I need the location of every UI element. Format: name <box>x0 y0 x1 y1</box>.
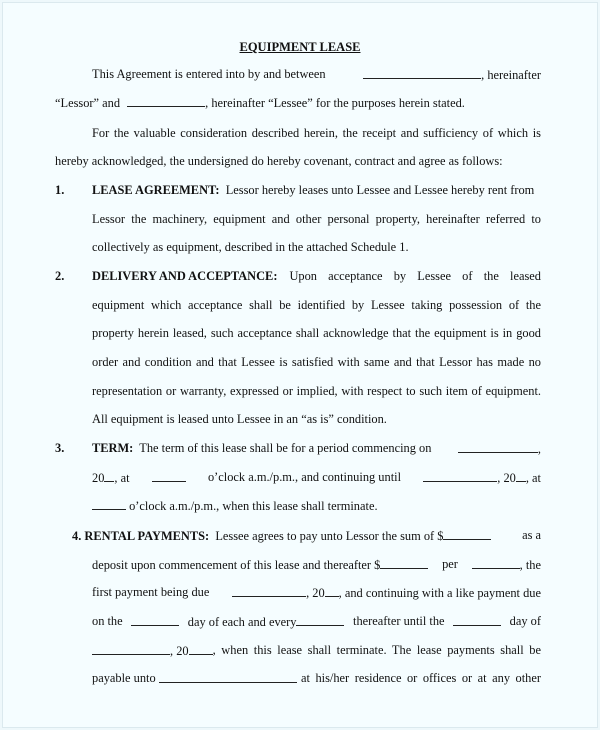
end-year-payment-blank[interactable] <box>189 643 213 655</box>
section-1-line-2: Lessor the machinery, equipment and other personal property, hereinafter referred to <box>92 212 541 226</box>
section-text: day of each and every <box>187 615 297 629</box>
section-text: , and continuing with a like payment due <box>338 586 541 600</box>
section-4-number: 4. <box>72 529 82 543</box>
section-text: , 20 <box>306 586 325 600</box>
first-payment-year-blank[interactable] <box>325 585 339 597</box>
payment-period-blank[interactable] <box>472 557 520 569</box>
section-2-number: 2. <box>55 269 65 283</box>
end-month-blank[interactable] <box>92 643 170 655</box>
start-date-blank[interactable] <box>458 441 538 453</box>
section-2-heading: DELIVERY AND ACCEPTANCE: <box>92 269 278 283</box>
lessee-name-blank[interactable] <box>127 95 205 107</box>
section-text: Lessor hereby leases unto Lessee and Lessee hereby rent from <box>225 183 535 197</box>
section-text: at his/her residence or offices or at any other <box>301 671 541 685</box>
section-text: per <box>442 557 458 571</box>
section-text: , at <box>114 471 130 485</box>
section-4-line-6 <box>92 671 541 685</box>
first-payment-date-blank[interactable] <box>232 585 306 597</box>
section-3-number: 3. <box>55 441 65 455</box>
section-1-line-3: collectively as equipment, described in the attached Schedule 1. <box>92 240 409 254</box>
section-4-heading: RENTAL PAYMENTS: <box>84 529 210 543</box>
section-4-line-4 <box>92 614 541 629</box>
section-text: , 20 <box>497 471 516 485</box>
section-text: deposit upon commencement of this lease and thereafter $ <box>92 558 381 572</box>
section-text: , the <box>519 558 541 572</box>
section-1-number: 1. <box>55 183 65 197</box>
section-2-line-6: All equipment is leased unto Lessee in an “as is” condition. <box>92 412 387 426</box>
section-2-line-2: equipment which acceptance shall be identified by Lessee taking possession of the <box>92 298 541 312</box>
section-4-line-5 <box>92 643 541 658</box>
end-year-blank[interactable] <box>516 470 526 482</box>
payment-day-blank[interactable] <box>131 614 179 626</box>
end-date-blank[interactable] <box>423 470 497 482</box>
document-title: EQUIPMENT LEASE <box>239 40 361 54</box>
section-3-line-3 <box>92 498 378 513</box>
intro-line-1 <box>92 67 541 82</box>
section-1-line-1 <box>92 183 541 197</box>
section-2-line-1 <box>92 269 541 283</box>
start-year-blank[interactable] <box>104 470 114 482</box>
start-time-blank[interactable] <box>152 470 186 482</box>
section-2-line-5: representation or warranty, expressed or implied, with respect to such item of equipment. <box>92 384 541 398</box>
section-text: payable unto <box>92 671 156 685</box>
end-day-blank[interactable] <box>453 614 501 626</box>
deposit-amount-blank[interactable] <box>443 528 491 540</box>
payment-frequency-blank[interactable] <box>296 614 344 626</box>
end-time-blank[interactable] <box>92 498 126 510</box>
lessor-name-blank[interactable] <box>363 67 481 79</box>
intro-text: This Agreement is entered into by and between <box>92 67 326 81</box>
consideration-line-2: hereby acknowledged, the undersigned do hereby covenant, contract and agree as follows: <box>55 154 503 168</box>
section-text: o’clock a.m./p.m., when this lease shall terminate. <box>129 499 378 513</box>
section-2-line-4: order and condition and that Lessee is satisfied with same and that Lessor has made no <box>92 355 541 369</box>
section-text: Upon acceptance by Lessee of the leased <box>289 269 541 283</box>
intro-line-2 <box>55 95 465 110</box>
payee-blank[interactable] <box>159 671 297 683</box>
section-text: day of <box>509 614 541 628</box>
payment-amount-blank[interactable] <box>380 557 428 569</box>
section-text: first payment being due <box>92 585 210 599</box>
section-text: on the <box>92 614 123 628</box>
section-3-line-1: TERM: The term of this lease shall be for a period commencing on , <box>92 441 541 456</box>
section-text: thereafter until the <box>353 614 445 628</box>
section-text: , at <box>525 471 541 485</box>
section-text: , when this lease shall terminate. The lease payments shall be <box>212 643 541 657</box>
consideration-line-1: For the valuable consideration described herein, the receipt and sufficiency of which is <box>92 126 541 140</box>
section-text: Lessee agrees to pay unto Lessor the sum of $ <box>215 529 444 543</box>
section-4-line-2 <box>92 557 541 572</box>
section-2-line-3: property herein leased, such acceptance shall acknowledge that the equipment is in good <box>92 326 541 340</box>
section-text: The term of this lease shall be for a period commencing on <box>139 441 432 455</box>
section-3-line-2 <box>92 470 541 485</box>
section-text: , 20 <box>170 644 189 658</box>
section-3-heading: TERM: <box>92 441 134 455</box>
intro-text: , hereinafter <box>481 68 541 82</box>
section-4-line-1 <box>72 528 541 543</box>
section-4-line-3 <box>92 585 541 600</box>
section-1-heading: LEASE AGREEMENT: <box>92 183 220 197</box>
section-text: as a <box>522 528 541 542</box>
section-text: 20 <box>92 471 105 485</box>
intro-text: “Lessor” and <box>55 96 121 110</box>
intro-text: , hereinafter “Lessee” for the purposes herein stated. <box>205 96 465 110</box>
section-text: o’clock a.m./p.m., and continuing until <box>207 470 402 484</box>
